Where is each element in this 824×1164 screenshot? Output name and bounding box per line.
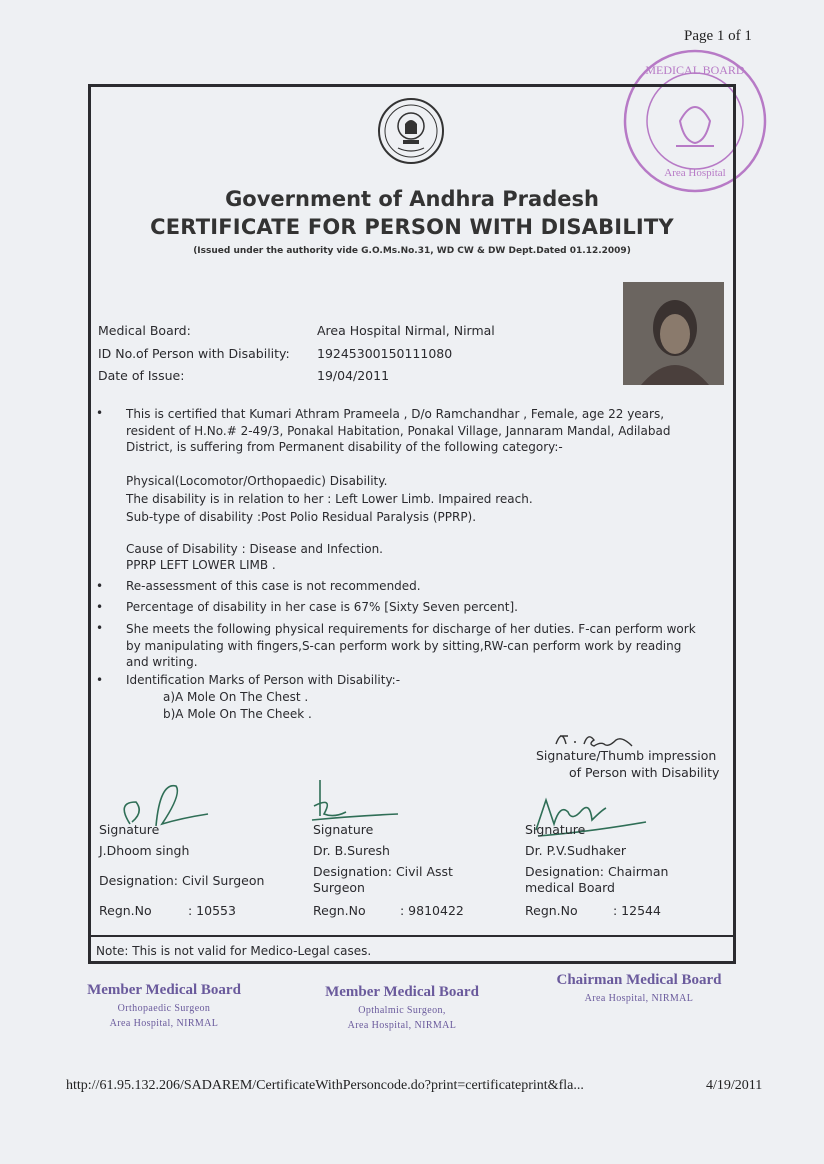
bullet-icon: •	[96, 579, 104, 593]
signatory-2-name: Dr. B.Suresh	[313, 843, 390, 858]
person-signature-label: of Person with Disability	[569, 765, 720, 780]
certificate-title: CERTIFICATE FOR PERSON WITH DISABILITY	[150, 215, 674, 239]
signatory-3-regn-label: Regn.No	[525, 903, 578, 918]
signatory-1-signature-label: Signature	[99, 822, 160, 837]
signatory-3-designation: Designation: Chairman medical Board	[525, 864, 669, 895]
signatory-2-regn-label: Regn.No	[313, 903, 366, 918]
stamp-line: Area Hospital, NIRMAL	[109, 1018, 219, 1029]
disability-category: Physical(Locomotor/Orthopaedic) Disability.	[126, 474, 388, 488]
person-signature-label: Signature/Thumb impression	[536, 748, 717, 763]
identification-mark: a)A Mole On The Chest .	[163, 690, 309, 704]
bullet-icon: •	[96, 621, 104, 635]
signatory-3-name: Dr. P.V.Sudhaker	[525, 843, 627, 858]
stamp-line: Area Hospital, NIRMAL	[584, 993, 694, 1004]
physical-requirements: She meets the following physical requirements for discharge of her duties. F-can perform work by manipulating with fingers,S-can perform work by sitting,RW-can perform work by reading and writing.	[126, 622, 696, 669]
bullet-icon: •	[96, 600, 104, 614]
person-photo-icon	[623, 282, 724, 385]
stamp-line: Orthopaedic Surgeon	[117, 1003, 211, 1014]
signatory-2-designation: Designation: Civil Asst Surgeon	[313, 864, 453, 895]
signatory-3-signature-label: Signature	[525, 822, 586, 837]
stamp-title: Member Medical Board	[325, 984, 479, 1000]
bullet-icon: •	[96, 406, 104, 420]
svg-text:Area Hospital: Area Hospital	[664, 167, 726, 179]
svg-text:MEDICAL BOARD: MEDICAL BOARD	[645, 63, 745, 77]
state-emblem-icon	[376, 96, 446, 166]
stamp-line: Area Hospital, NIRMAL	[347, 1020, 457, 1031]
note-divider	[88, 935, 736, 937]
signatory-3-regn-value: : 12544	[613, 903, 661, 918]
signatory-1-regn-label: Regn.No	[99, 903, 152, 918]
disability-percentage: Percentage of disability in her case is 67% [Sixty Seven percent].	[126, 600, 518, 614]
signatory-1-regn-value: : 10553	[188, 903, 236, 918]
page-number: Page 1 of 1	[684, 28, 752, 44]
cause-of-disability: Cause of Disability : Disease and Infection.	[126, 542, 383, 556]
stamp-line: Opthalmic Surgeon,	[358, 1005, 446, 1016]
stamp-member-orthopaedic	[66, 982, 262, 1029]
id-number-label: ID No.of Person with Disability:	[98, 346, 290, 361]
footer-date: 4/19/2011	[706, 1078, 763, 1093]
signatory-2-signature-label: Signature	[313, 822, 374, 837]
date-of-issue-value: 19/04/2011	[317, 368, 390, 383]
id-number-value: 19245300150111080	[317, 346, 453, 361]
medical-board-value: Area Hospital Nirmal, Nirmal	[317, 323, 495, 338]
date-of-issue-label: Date of Issue:	[98, 368, 185, 383]
disability-subtype: Sub-type of disability :Post Polio Residual Paralysis (PPRP).	[126, 510, 477, 524]
stamp-chairman	[534, 972, 744, 1004]
footer-url: http://61.95.132.206/SADAREM/CertificateWithPersoncode.do?print=certificateprint&fla...	[66, 1078, 584, 1093]
signatory-2-regn-value: : 9810422	[400, 903, 464, 918]
person-photo	[623, 282, 724, 385]
disability-relation: The disability is in relation to her : Left Lower Limb. Impaired reach.	[126, 492, 533, 506]
issued-under-note: (Issued under the authority vide G.O.Ms.No.31, WD CW & DW Dept.Dated 01.12.2009)	[193, 246, 631, 256]
medico-legal-note: Note: This is not valid for Medico-Legal cases.	[96, 944, 372, 958]
signatory-1-name: J.Dhoom singh	[99, 843, 190, 858]
reassessment-note: Re-assessment of this case is not recommended.	[126, 579, 421, 593]
cause-detail: PPRP LEFT LOWER LIMB .	[126, 558, 276, 572]
doctor-signature-icon	[306, 776, 406, 826]
bullet-icon: •	[96, 673, 104, 687]
medical-board-label: Medical Board:	[98, 323, 191, 338]
identification-marks-heading: Identification Marks of Person with Disability:-	[126, 673, 401, 687]
stamp-member-ophthalmic	[304, 984, 500, 1031]
stamp-title: Member Medical Board	[87, 982, 241, 998]
identification-mark: b)A Mole On The Cheek .	[163, 707, 312, 721]
government-heading: Government of Andhra Pradesh	[225, 187, 599, 211]
certification-paragraph: This is certified that Kumari Athram Prameela , D/o Ramchandhar , Female, age 22 years, resident of H.No.# 2-49/3, Ponakal Habitation, Ponakal Village, Jannaram Mandal, Adilabad District, is suffering from Permanent disability of the following category:-	[126, 407, 671, 454]
signatory-1-designation: Designation: Civil Surgeon	[99, 873, 265, 888]
stamp-title: Chairman Medical Board	[556, 972, 722, 988]
